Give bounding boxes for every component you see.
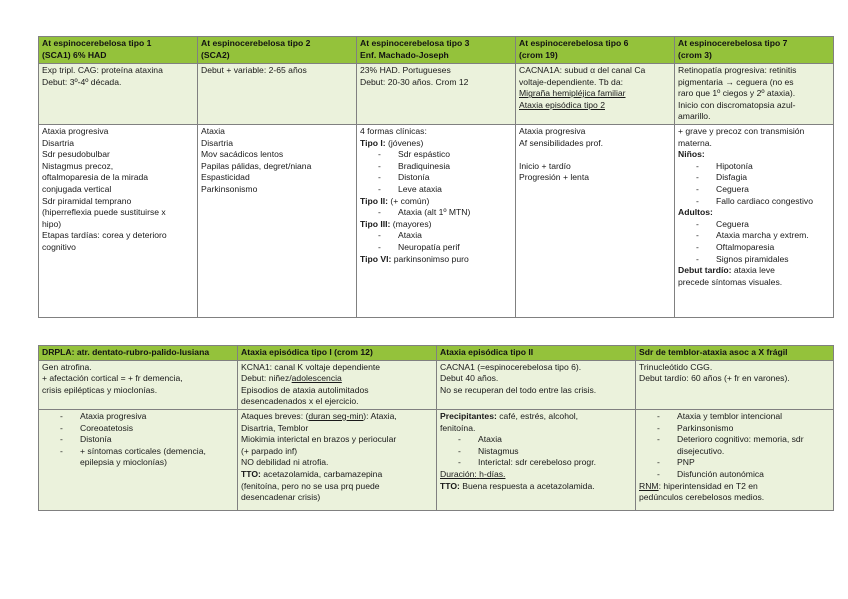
header-drpla: DRPLA: atr. dentato-rubro-palido-lusiana — [39, 346, 238, 361]
clinical-sca1: Ataxia progresiva Disartria Sdr pesudobulbar Nistagmus precoz, oftalmoparesia de la mirada conjugada vertical Sdr piramidal temprano (hiperreflexia puede sustituirse x hipo) Etapas tardías: corea y deterioro cognitivo — [39, 124, 198, 317]
genetics-sca2: Debut + variable: 2-65 años — [198, 64, 357, 125]
genetics-sca3: 23% HAD. Portugueses Debut: 20-30 años. Crom 12 — [357, 64, 516, 125]
header-sca6: At espinocerebelosa tipo 6 (crom 19) — [516, 37, 675, 64]
clinical-ae1: Ataques breves: (duran seg-min): Ataxia, Disartria, Temblor Miokimia interictal en brazos y periocular (+ parpado inf) NO debilidad ni atrofia. TTO: acetazolamida, carbamazepina (fenitoína, pero no se usa prq puede desencadenar crisis) — [238, 409, 437, 510]
genetics-drpla: Gen atrofina. + afectación cortical = + fr demencia, crisis epilépticas y mioclonías. — [39, 360, 238, 409]
header-sca1: At espinocerebelosa tipo 1 (SCA1) 6% HAD — [39, 37, 198, 64]
clinical-ae2: Precipitantes: café, estrés, alcohol, fenitoína. - Ataxia - Nistagmus - Interictal: sdr cerebeloso progr. Duración: h-días. TTO: Buena respuesta a acetazolamida. — [437, 409, 636, 510]
header-sca3: At espinocerebelosa tipo 3 Enf. Machado-Joseph — [357, 37, 516, 64]
clinical-sca3: 4 formas clínicas: Tipo I: (jóvenes) - Sdr espástico - Bradiquinesia - Distonía - Leve ataxia Tipo II: (+ común) - Ataxia (alt 1º MTN) Tipo III: (mayores) - Ataxia - Neuropatía perif Tipo VI: parkinsonimso puro — [357, 124, 516, 317]
genetics-xfragil: Trinucleótido CGG. Debut tardío: 60 años (+ fr en varones). — [636, 360, 834, 409]
header-xfragil: Sdr de temblor-ataxia asoc a X frágil — [636, 346, 834, 361]
header-ae2: Ataxia episódica tipo II — [437, 346, 636, 361]
clinical-sca7: + grave y precoz con transmisión materna. Niños: - Hipotonía - Disfagia - Ceguera - Fallo cardiaco congestivo Adultos: - Ceguera - Ataxia marcha y extrem. - Oftalmoparesia - Signos piramidales Debut tardío: ataxia leve precede síntomas visuales. — [675, 124, 834, 317]
genetics-ae1: KCNA1: canal K voltaje dependiente Debut: niñez/adolescencia Episodios de ataxia autolimitados desencadenados x el ejercicio. — [238, 360, 437, 409]
genetics-sca6: CACNA1A: subud α del canal Ca voltaje-dependiente. Tb da: Migraña hemipléjica familiar Ataxia episódica tipo 2 — [516, 64, 675, 125]
genetics-sca1: Exp tripl. CAG: proteína ataxina Debut: 3º-4º década. — [39, 64, 198, 125]
header-sca7: At espinocerebelosa tipo 7 (crom 3) — [675, 37, 834, 64]
ataxia-table-sca — [38, 36, 834, 318]
clinical-drpla: - Ataxia progresiva - Coreoatetosis - Distonía - + síntomas corticales (demencia, epilepsia y mioclonías) — [39, 409, 238, 510]
clinical-sca6: Ataxia progresiva Af sensibilidades prof. Inicio + tardío Progresión + lenta — [516, 124, 675, 317]
ataxia-table-other — [38, 345, 834, 511]
header-ae1: Ataxia episódica tipo I (crom 12) — [238, 346, 437, 361]
genetics-ae2: CACNA1 (=espinocerebelosa tipo 6). Debut 40 años. No se recuperan del todo entre las crisis. — [437, 360, 636, 409]
header-sca2: At espinocerebelosa tipo 2 (SCA2) — [198, 37, 357, 64]
clinical-xfragil: - Ataxia y temblor intencional - Parkinsonismo - Deterioro cognitivo: memoria, sdr disejecutivo. - PNP - Disfunción autonómica RNM: hiperintensidad en T2 en pedúnculos cerebelosos medios. — [636, 409, 834, 510]
clinical-sca2: Ataxia Disartria Mov sacádicos lentos Papilas pálidas, degret/niana Espasticidad Parkinsonismo — [198, 124, 357, 317]
genetics-sca7: Retinopatía progresiva: retinitis pigmentaria → ceguera (no es raro que 1º ciegos y 2º ataxia). Inicio con discromatopsia azul- amarillo. — [675, 64, 834, 125]
